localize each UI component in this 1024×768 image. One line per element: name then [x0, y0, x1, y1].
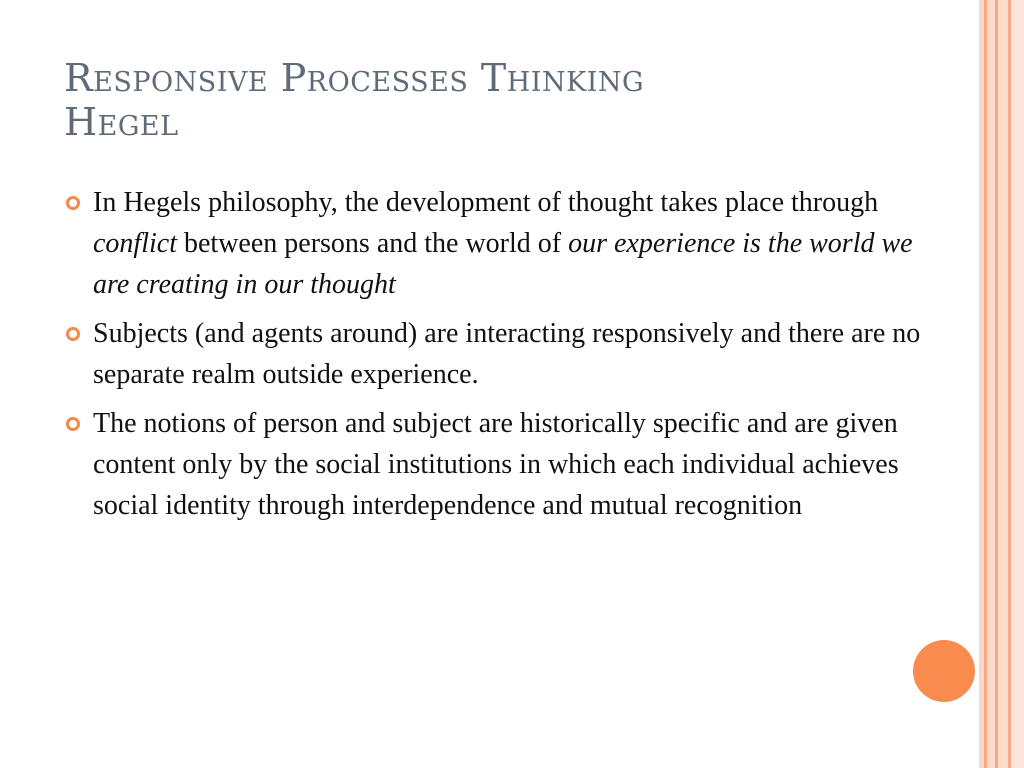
bullet-ring-icon: [66, 196, 80, 210]
bullet-text: Subjects (and agents around) are interacting responsively and there are no separate realm outside experience.: [93, 318, 921, 390]
bullet-text: between persons and the world of: [176, 228, 569, 259]
bullet-list: [64, 182, 944, 534]
decorative-stripe: [987, 0, 995, 768]
decorative-circle: [913, 640, 975, 702]
bullet-text: The notions of person and subject are historically specific and are given content only by the social institutions in which each individual achieves social identity through interdependence and mutual recognition: [93, 408, 899, 521]
bullet-text: In Hegels philosophy, the development of thought takes place through: [93, 187, 879, 218]
bullet-item: [64, 403, 944, 526]
bullet-italic-text: conflict: [93, 228, 177, 259]
decorative-stripe: [998, 0, 1008, 768]
slide-title-line2: Hegel: [64, 100, 179, 144]
bullet-item: [64, 313, 944, 395]
decorative-stripe: [1011, 0, 1024, 768]
bullet-ring-icon: [66, 327, 80, 341]
slide-title-line1: Responsive Processes Thinking: [64, 56, 645, 100]
bullet-ring-icon: [66, 417, 80, 431]
bullet-item: [64, 182, 944, 305]
bullet-italic-text: our experience is the world we are creating in our thought: [93, 228, 913, 300]
slide-title: [64, 56, 944, 144]
